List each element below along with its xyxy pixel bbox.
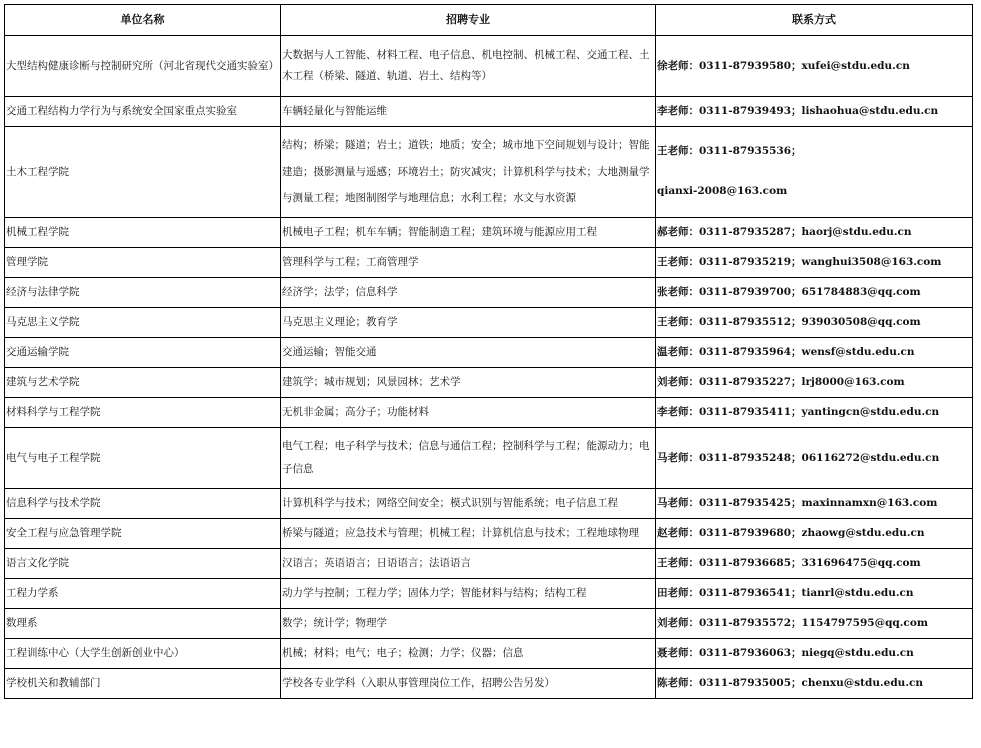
- unit-cell: 工程训练中心（大学生创新创业中心）: [5, 639, 281, 669]
- contact-phone: 王老师：0311-87935536；: [657, 145, 802, 158]
- table-row: [5, 278, 973, 308]
- major-cell: 机械；材料；电气；电子；检测；力学；仪器；信息: [281, 639, 656, 669]
- contact-cell: 李老师：0311-87935411；yantingcn@stdu.edu.cn: [656, 398, 973, 428]
- header-row: [5, 5, 973, 36]
- unit-cell: 安全工程与应急管理学院: [5, 519, 281, 549]
- unit-cell: 交通运输学院: [5, 338, 281, 368]
- table-row: [5, 218, 973, 248]
- table-row: [5, 36, 973, 97]
- table-row: [5, 549, 973, 579]
- table-row: [5, 97, 973, 127]
- table-row: [5, 639, 973, 669]
- major-cell: 马克思主义理论；教育学: [281, 308, 656, 338]
- unit-cell: 材料科学与工程学院: [5, 398, 281, 428]
- contact-cell: 徐老师：0311-87939580；xufei@stdu.edu.cn: [656, 36, 973, 97]
- contact-cell: 郝老师：0311-87935287；haorj@stdu.edu.cn: [656, 218, 973, 248]
- header-unit: 单位名称: [5, 5, 281, 36]
- major-cell: 电气工程；电子科学与技术；信息与通信工程；控制科学与工程；能源动力；电子信息: [281, 428, 656, 489]
- unit-cell: 经济与法律学院: [5, 278, 281, 308]
- contact-cell: 田老师：0311-87936541；tianrl@stdu.edu.cn: [656, 579, 973, 609]
- major-cell: 建筑学；城市规划；风景园林；艺术学: [281, 368, 656, 398]
- contact-cell: 张老师：0311-87939700；651784883@qq.com: [656, 278, 973, 308]
- major-cell: 数学；统计学；物理学: [281, 609, 656, 639]
- contact-cell: 聂老师：0311-87936063；niegq@stdu.edu.cn: [656, 639, 973, 669]
- contact-email: qianxi-2008@163.com: [657, 185, 788, 197]
- unit-cell: 土木工程学院: [5, 127, 281, 218]
- major-cell: 车辆轻量化与智能运维: [281, 97, 656, 127]
- table-row: [5, 308, 973, 338]
- contact-cell: 李老师：0311-87939493；lishaohua@stdu.edu.cn: [656, 97, 973, 127]
- major-cell: 无机非金属；高分子；功能材料: [281, 398, 656, 428]
- major-cell: 机械电子工程；机车车辆；智能制造工程；建筑环境与能源应用工程: [281, 218, 656, 248]
- unit-cell: 数理系: [5, 609, 281, 639]
- contact-cell: 刘老师：0311-87935572；1154797595@qq.com: [656, 609, 973, 639]
- unit-cell: 交通工程结构力学行为与系统安全国家重点实验室: [5, 97, 281, 127]
- contact-cell: 马老师：0311-87935248；06116272@stdu.edu.cn: [656, 428, 973, 489]
- table-row: [5, 338, 973, 368]
- table-row: [5, 398, 973, 428]
- major-cell: 计算机科学与技术；网络空间安全；模式识别与智能系统；电子信息工程: [281, 489, 656, 519]
- major-cell: 汉语言；英语语言；日语语言；法语语言: [281, 549, 656, 579]
- contact-cell: [656, 127, 973, 218]
- unit-cell: 管理学院: [5, 248, 281, 278]
- unit-cell: 学校机关和教辅部门: [5, 669, 281, 699]
- unit-cell: 语言文化学院: [5, 549, 281, 579]
- table-row: [5, 609, 973, 639]
- table-row: [5, 428, 973, 489]
- unit-cell: 建筑与艺术学院: [5, 368, 281, 398]
- table-row: [5, 368, 973, 398]
- unit-cell: 电气与电子工程学院: [5, 428, 281, 489]
- contact-cell: 温老师：0311-87935964；wensf@stdu.edu.cn: [656, 338, 973, 368]
- header-major: 招聘专业: [281, 5, 656, 36]
- table-row: [5, 489, 973, 519]
- major-cell: 大数据与人工智能、材料工程、电子信息、机电控制、机械工程、交通工程、土木工程（桥梁、隧道、轨道、岩土、结构等）: [281, 36, 656, 97]
- major-cell: 管理科学与工程；工商管理学: [281, 248, 656, 278]
- unit-cell: 信息科学与技术学院: [5, 489, 281, 519]
- unit-cell: 工程力学系: [5, 579, 281, 609]
- unit-cell: 机械工程学院: [5, 218, 281, 248]
- contact-cell: 刘老师：0311-87935227；lrj8000@163.com: [656, 368, 973, 398]
- contact-cell: 陈老师：0311-87935005；chenxu@stdu.edu.cn: [656, 669, 973, 699]
- contact-cell: 赵老师：0311-87939680；zhaowg@stdu.edu.cn: [656, 519, 973, 549]
- contact-cell: 王老师：0311-87935219；wanghui3508@163.com: [656, 248, 973, 278]
- major-cell: 动力学与控制；工程力学；固体力学；智能材料与结构；结构工程: [281, 579, 656, 609]
- header-contact: 联系方式: [656, 5, 973, 36]
- table-row: [5, 519, 973, 549]
- major-cell: 学校各专业学科（入职从事管理岗位工作，招聘公告另发）: [281, 669, 656, 699]
- recruitment-table: [4, 4, 973, 699]
- table-row: [5, 127, 973, 218]
- unit-cell: 马克思主义学院: [5, 308, 281, 338]
- unit-cell: 大型结构健康诊断与控制研究所（河北省现代交通实验室）: [5, 36, 281, 97]
- table-row: [5, 248, 973, 278]
- major-cell: 桥梁与隧道；应急技术与管理；机械工程；计算机信息与技术；工程地球物理: [281, 519, 656, 549]
- contact-cell: 王老师：0311-87936685；331696475@qq.com: [656, 549, 973, 579]
- contact-cell: 王老师：0311-87935512；939030508@qq.com: [656, 308, 973, 338]
- contact-cell: 马老师：0311-87935425；maxinnamxn@163.com: [656, 489, 973, 519]
- major-cell: 交通运输；智能交通: [281, 338, 656, 368]
- table-row: [5, 669, 973, 699]
- major-cell: 经济学；法学；信息科学: [281, 278, 656, 308]
- major-cell: 结构；桥梁；隧道；岩土；道铁；地质；安全；城市地下空间规划与设计；智能建造；摄影测量与遥感；环境岩土；防灾减灾；计算机科学与技术；大地测量学与测量工程；地图制图学与地理信息；水利工程；水文与水资源: [281, 127, 656, 218]
- table-row: [5, 579, 973, 609]
